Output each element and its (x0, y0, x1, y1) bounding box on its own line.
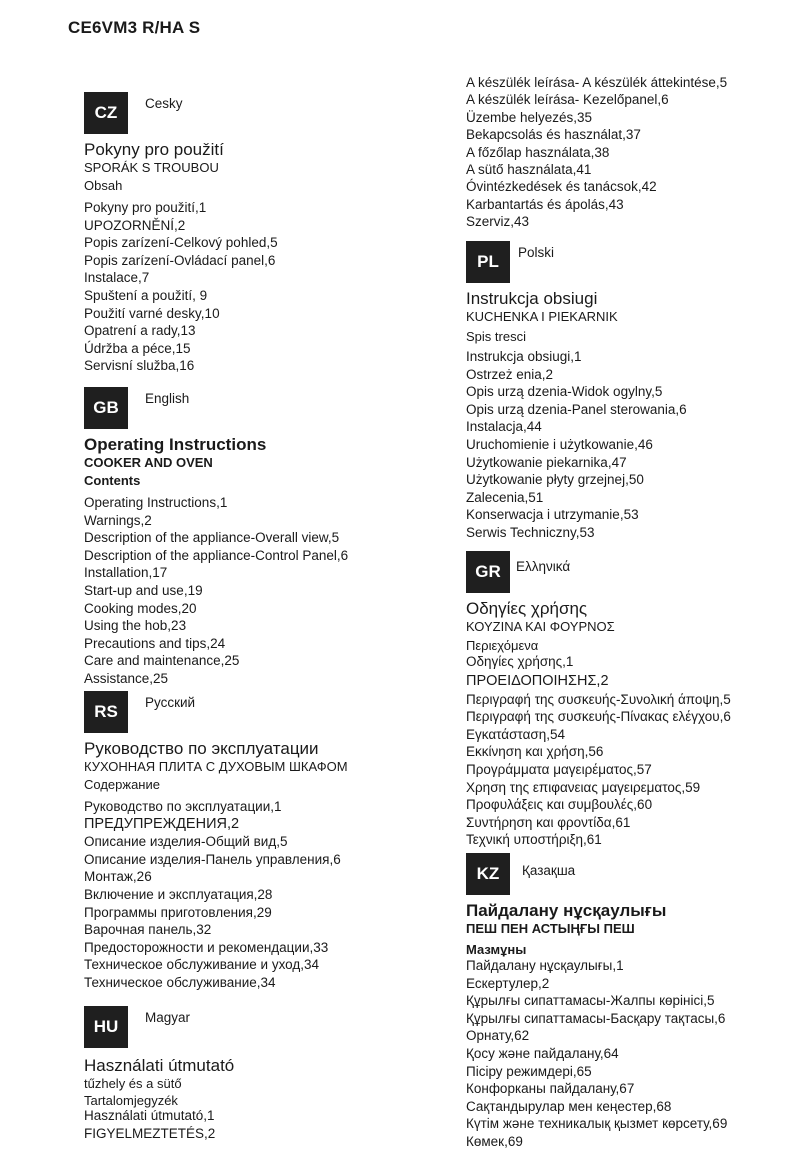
contents-item: Bekapcsolás és használat,37 (466, 127, 641, 143)
contents-item: Пісіру режимдері,65 (466, 1063, 592, 1079)
contents-item: Pokyny pro použití,1 (84, 200, 207, 215)
contents-item: Программы приготовления,29 (84, 904, 272, 920)
contents-item: Техническое обслуживание и уход,34 (84, 957, 320, 973)
contents-item: Üzembe helyezés,35 (466, 109, 593, 125)
section-gr (466, 551, 796, 849)
contents-item: Użytkowanie piekarnika,47 (466, 454, 627, 470)
contents-item: Описание изделия-Панель управления,6 (84, 851, 341, 867)
contents-item: Operating Instructions,1 (84, 495, 228, 510)
contents-item: Cooking modes,20 (84, 600, 197, 616)
section-title-gb: Operating Instructions (84, 435, 267, 454)
contents-item: Описание изделия-Общий вид,5 (84, 834, 288, 850)
contents-label-pl: Spis tresci (466, 329, 526, 344)
language-name-kz: Қазақша (522, 863, 576, 878)
section-title-kz: Пайдалану нұсқаулығы (466, 901, 667, 920)
contents-item: Συντήρηση και φροντίδα,61 (466, 814, 631, 830)
contents-label-kz: Мазмұны (466, 942, 527, 957)
contents-item: Použití varné desky,10 (84, 305, 220, 321)
contents-item: Күтім және техникалық қызмет көрсету,69 (466, 1116, 728, 1132)
language-name-hu: Magyar (145, 1010, 191, 1025)
model-number: CE6VM3 R/HA S (68, 18, 201, 37)
contents-label-gr: Περιεχόμενα (466, 638, 539, 653)
contents-item: Használati útmutató,1 (84, 1108, 215, 1123)
language-badge-pl: PL (466, 241, 510, 283)
section-kz (466, 853, 796, 1151)
contents-item: Karbantartás és ápolás,43 (466, 196, 624, 212)
contents-item: Description of the appliance-Control Panel,6 (84, 547, 349, 563)
contents-label-cz: Obsah (84, 178, 123, 193)
contents-item: Техническое обслуживание,34 (84, 974, 276, 990)
contents-item: Χρηση της επιφανειας μαγειρεματος,59 (466, 779, 701, 795)
contents-item: Instalace,7 (84, 270, 150, 286)
contents-list-hu (84, 1108, 454, 1144)
contents-item: A készülék leírása- Kezelőpanel,6 (466, 92, 669, 108)
contents-item: Περιγραφή της συσκευής-Συνολική άποψη,5 (466, 691, 731, 707)
contents-item: Предосторожности и рекомендации,33 (84, 939, 329, 955)
contents-item: Οδηγίες χρήσης,1 (466, 654, 574, 669)
section-pl (466, 241, 796, 542)
contents-item: Óvintézkedések és tanácsok,42 (466, 179, 657, 195)
contents-item: Τεχνική υποστήριξη,61 (466, 832, 602, 848)
contents-list-gr (466, 653, 796, 849)
contents-item: Popis zarízení-Celkový pohled,5 (84, 235, 278, 251)
contents-item: Құрылғы сипаттамасы-Басқару тақтасы,6 (466, 1010, 726, 1026)
section-title-pl: Instrukcja obsiugi (466, 289, 598, 308)
contents-item: Zalecenia,51 (466, 489, 544, 505)
contents-item: Руководство по эксплуатации,1 (84, 799, 282, 814)
contents-item: Opis urzą dzenia-Widok ogylny,5 (466, 384, 663, 400)
contents-item: Spuštení a použití, 9 (84, 287, 208, 303)
contents-item: Сақтандырулар мен кеңестер,68 (466, 1098, 672, 1114)
contents-item: Precautions and tips,24 (84, 635, 226, 651)
contents-item: Serwis Techniczny,53 (466, 524, 595, 540)
contents-item: A készülék leírása- A készülék áttekintése,5 (466, 75, 728, 90)
contents-item: A főzőlap használata,38 (466, 144, 610, 160)
contents-item: Instalacja,44 (466, 419, 542, 435)
contents-item: FIGYELMEZTETÉS,2 (84, 1126, 216, 1141)
section-title-gr: Οδηγίες χρήσης (466, 599, 588, 618)
contents-item: Installation,17 (84, 565, 168, 581)
section-title-rs: Руководство по эксплуатации (84, 739, 319, 758)
section-gb (84, 387, 454, 688)
contents-item: Προφυλάξεις και συμβουλές,60 (466, 797, 653, 813)
contents-label-rs: Содержание (84, 777, 160, 792)
contents-item: Údržba a péce,15 (84, 340, 191, 356)
section-subtitle-pl: KUCHENKA I PIEKARNIK (466, 309, 618, 324)
contents-list-gb (84, 494, 454, 688)
language-badge-gr: GR (466, 551, 510, 593)
section-subtitle-hu: tűzhely és a sütő (84, 1076, 182, 1091)
language-badge-hu: HU (84, 1006, 128, 1048)
contents-item: Szerviz,43 (466, 214, 530, 230)
language-name-gr: Ελληνικά (516, 559, 571, 574)
contents-list-cz (84, 199, 454, 375)
section-rs (84, 691, 454, 992)
contents-item: Конфорканы пайдалану,67 (466, 1081, 635, 1097)
language-name-cz: Cesky (145, 96, 183, 111)
contents-item: Popis zarízení-Ovládací panel,6 (84, 252, 276, 268)
contents-list-rs (84, 798, 454, 992)
contents-item: Description of the appliance-Overall view,5 (84, 530, 340, 546)
section-subtitle-gr: ΚΟΥΖΙΝΑ ΚΑΙ ΦΟΥΡΝΟΣ (466, 619, 615, 634)
contents-item: Орнату,62 (466, 1028, 530, 1044)
contents-item: Включение и эксплуатация,28 (84, 886, 273, 902)
contents-item: Instrukcja obsiugi,1 (466, 349, 582, 364)
contents-item: Warnings,2 (84, 512, 152, 528)
contents-label-gb: Contents (84, 473, 141, 488)
section-subtitle-kz: ПЕШ ПЕН АСТЫҢҒЫ ПЕШ (466, 921, 635, 936)
language-badge-kz: KZ (466, 853, 510, 895)
contents-item: Ostrzeż enia,2 (466, 366, 554, 382)
contents-item: Care and maintenance,25 (84, 653, 240, 669)
contents-label-hu: Tartalomjegyzék (84, 1093, 178, 1108)
language-badge-gb: GB (84, 387, 128, 429)
contents-item: Περιγραφή της συσκευής-Πίνακας ελέγχου,6 (466, 709, 731, 725)
contents-item: Көмек,69 (466, 1133, 523, 1149)
contents-item: Προγράμματα μαγειρέματος,57 (466, 761, 652, 777)
contents-item: Монтаж,26 (84, 869, 152, 885)
contents-item: Servisní služba,16 (84, 358, 195, 374)
contents-item: ПРЕДУПРЕЖДЕНИЯ,2 (84, 815, 240, 832)
language-name-pl: Polski (518, 245, 555, 260)
language-name-gb: English (145, 391, 190, 406)
section-title-hu: Használati útmutató (84, 1056, 235, 1075)
contents-item: Start-up and use,19 (84, 582, 203, 598)
section-hu (84, 1006, 454, 1144)
language-badge-rs: RS (84, 691, 128, 733)
contents-item: Ескертулер,2 (466, 975, 550, 991)
contents-item: Using the hob,23 (84, 618, 187, 634)
contents-list-pl (466, 348, 796, 542)
section-title-cz: Pokyny pro použití (84, 140, 224, 159)
contents-item: UPOZORNĚNÍ,2 (84, 217, 186, 233)
contents-item: Assistance,25 (84, 670, 169, 686)
contents-item: Εκκίνηση και χρήση,56 (466, 744, 604, 760)
contents-item: Варочная панель,32 (84, 922, 212, 938)
section-subtitle-rs: КУХОННАЯ ПЛИТА С ДУХОВЫМ ШКАФОМ (84, 759, 348, 774)
contents-item: Εγκατάσταση,54 (466, 726, 565, 742)
contents-item: Құрылғы сипаттамасы-Жалпы көрінісі,5 (466, 993, 715, 1009)
contents-item: Пайдалану нұсқаулығы,1 (466, 958, 624, 973)
section-subtitle-cz: SPORÁK S TROUBOU (84, 160, 219, 175)
contents-item: ΠΡΟΕΙΔΟΠΟΙΗΣΗΣ,2 (466, 672, 609, 689)
contents-item: Użytkowanie płyty grzejnej,50 (466, 472, 644, 488)
contents-item: A sütő használata,41 (466, 162, 592, 178)
contents-list-kz (466, 957, 796, 1151)
contents-list-hu-continued (466, 74, 727, 231)
section-cz (84, 92, 454, 375)
language-badge-cz: CZ (84, 92, 128, 134)
contents-item: Қосу және пайдалану,64 (466, 1045, 619, 1061)
contents-item: Opatrení a rady,13 (84, 323, 196, 339)
language-name-rs: Русский (145, 695, 196, 710)
contents-item: Uruchomienie i użytkowanie,46 (466, 436, 653, 452)
contents-item: Konserwacja i utrzymanie,53 (466, 507, 639, 523)
section-subtitle-gb: COOKER AND OVEN (84, 455, 213, 470)
contents-item: Opis urzą dzenia-Panel sterowania,6 (466, 401, 687, 417)
